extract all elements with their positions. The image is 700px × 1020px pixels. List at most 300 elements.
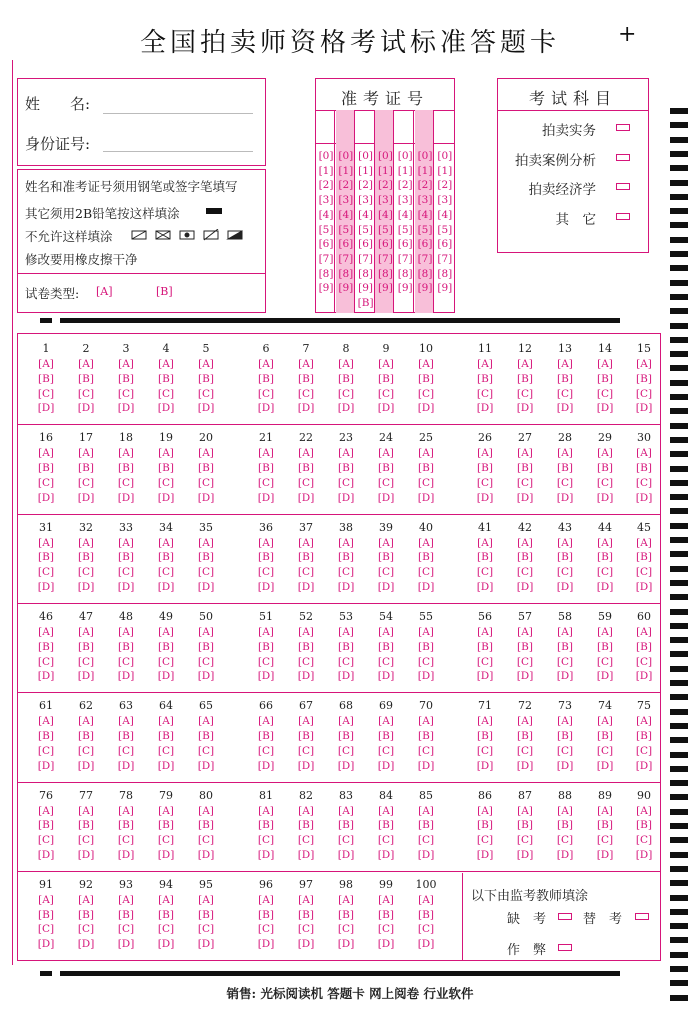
answer-bubble[interactable]: [D] (257, 670, 275, 683)
answer-bubble[interactable]: [D] (596, 670, 614, 683)
answer-bubble[interactable]: [C] (417, 476, 435, 489)
answer-bubble[interactable]: [A] (557, 715, 573, 728)
answer-bubble[interactable]: [D] (197, 491, 215, 504)
answer-bubble[interactable]: [A] (418, 804, 434, 817)
answer-bubble[interactable]: [A] (78, 715, 94, 728)
answer-bubble[interactable]: [C] (117, 655, 135, 668)
answer-bubble[interactable]: [D] (635, 759, 653, 772)
answer-bubble[interactable]: [B] (517, 372, 533, 385)
answer-bubble[interactable]: [D] (117, 938, 135, 951)
answer-bubble[interactable]: [A] (636, 804, 652, 817)
answer-bubble[interactable]: [D] (337, 491, 355, 504)
answer-bubble[interactable]: [B] (298, 908, 314, 921)
answer-bubble[interactable]: [C] (257, 923, 275, 936)
answer-bubble[interactable]: [A] (198, 536, 214, 549)
exam-digit-bubble[interactable]: [5] (417, 223, 433, 236)
answer-bubble[interactable]: [D] (297, 581, 315, 593)
exam-digit-bubble[interactable]: [9] (377, 282, 393, 295)
answer-bubble[interactable]: [A] (418, 536, 434, 549)
answer-bubble[interactable]: [C] (77, 655, 95, 668)
answer-bubble[interactable]: [C] (377, 923, 395, 936)
answer-bubble[interactable]: [D] (337, 759, 355, 772)
answer-bubble[interactable]: [D] (257, 402, 275, 415)
answer-bubble[interactable]: [A] (38, 715, 54, 728)
name-field[interactable] (103, 113, 253, 114)
answer-bubble[interactable]: [D] (596, 759, 614, 772)
answer-bubble[interactable]: [C] (37, 655, 55, 668)
exam-digit-bubble[interactable]: [0] (417, 150, 433, 162)
answer-bubble[interactable]: [A] (298, 447, 314, 460)
answer-bubble[interactable]: [C] (596, 655, 614, 668)
answer-bubble[interactable]: [D] (197, 581, 215, 593)
answer-bubble[interactable]: [D] (37, 581, 55, 593)
answer-bubble[interactable]: [A] (258, 625, 274, 638)
answer-bubble[interactable]: [C] (635, 476, 653, 489)
answer-bubble[interactable]: [C] (476, 566, 494, 579)
answer-bubble[interactable]: [B] (38, 372, 54, 385)
answer-bubble[interactable]: [D] (157, 491, 175, 504)
answer-bubble[interactable]: [B] (597, 551, 613, 564)
answer-bubble[interactable]: [C] (297, 655, 315, 668)
exam-digit-bubble[interactable]: [3] (437, 194, 453, 207)
answer-bubble[interactable]: [B] (158, 640, 174, 653)
answer-bubble[interactable]: [D] (476, 402, 494, 415)
paper-type-b[interactable]: [B] (156, 285, 173, 298)
answer-bubble[interactable]: [C] (77, 923, 95, 936)
answer-bubble[interactable]: [C] (377, 476, 395, 489)
answer-bubble[interactable]: [C] (596, 744, 614, 757)
answer-bubble[interactable]: [A] (198, 447, 214, 460)
answer-bubble[interactable]: [D] (77, 402, 95, 415)
answer-bubble[interactable]: [D] (297, 848, 315, 861)
answer-bubble[interactable]: [D] (596, 491, 614, 504)
exam-digit-bubble[interactable]: [4] (358, 208, 374, 221)
exam-digit-bubble[interactable]: [7] (417, 252, 433, 265)
answer-bubble[interactable]: [A] (378, 893, 394, 906)
answer-bubble[interactable]: [C] (516, 566, 534, 579)
absent-checkbox[interactable] (558, 913, 572, 920)
answer-bubble[interactable]: [D] (556, 848, 574, 861)
answer-bubble[interactable]: [C] (257, 387, 275, 400)
answer-bubble[interactable]: [A] (418, 358, 434, 370)
answer-bubble[interactable]: [B] (198, 372, 214, 385)
answer-bubble[interactable]: [D] (37, 938, 55, 951)
answer-bubble[interactable]: [C] (297, 387, 315, 400)
answer-bubble[interactable]: [B] (597, 372, 613, 385)
answer-bubble[interactable]: [C] (337, 476, 355, 489)
answer-bubble[interactable]: [C] (157, 744, 175, 757)
answer-bubble[interactable]: [C] (257, 476, 275, 489)
answer-bubble[interactable]: [A] (158, 804, 174, 817)
answer-bubble[interactable]: [C] (556, 834, 574, 847)
exam-digit-bubble[interactable]: [4] (397, 208, 413, 221)
answer-bubble[interactable]: [A] (198, 625, 214, 638)
answer-bubble[interactable]: [A] (517, 536, 533, 549)
answer-bubble[interactable]: [A] (118, 625, 134, 638)
answer-bubble[interactable]: [A] (118, 447, 134, 460)
answer-bubble[interactable]: [D] (77, 848, 95, 861)
answer-bubble[interactable]: [A] (636, 447, 652, 460)
answer-bubble[interactable]: [A] (517, 804, 533, 817)
answer-bubble[interactable]: [A] (258, 358, 274, 370)
answer-bubble[interactable]: [A] (338, 447, 354, 460)
answer-bubble[interactable]: [D] (377, 402, 395, 415)
answer-bubble[interactable]: [C] (257, 655, 275, 668)
answer-bubble[interactable]: [D] (117, 402, 135, 415)
exam-digit-bubble[interactable]: [7] (397, 252, 413, 265)
answer-bubble[interactable]: [D] (77, 670, 95, 683)
answer-bubble[interactable]: [D] (596, 848, 614, 861)
answer-bubble[interactable]: [D] (37, 402, 55, 415)
answer-bubble[interactable]: [D] (377, 759, 395, 772)
answer-bubble[interactable]: [C] (157, 566, 175, 579)
answer-bubble[interactable]: [D] (635, 670, 653, 683)
answer-bubble[interactable]: [B] (118, 819, 134, 832)
answer-bubble[interactable]: [D] (37, 670, 55, 683)
answer-bubble[interactable]: [D] (157, 402, 175, 415)
answer-bubble[interactable]: [B] (158, 730, 174, 742)
answer-bubble[interactable]: [B] (158, 908, 174, 921)
exam-digit-bubble[interactable]: [0] (358, 150, 374, 162)
answer-bubble[interactable]: [C] (377, 744, 395, 757)
answer-bubble[interactable]: [A] (158, 715, 174, 728)
answer-bubble[interactable]: [B] (338, 819, 354, 832)
answer-bubble[interactable]: [B] (378, 462, 394, 475)
answer-bubble[interactable]: [B] (198, 908, 214, 921)
answer-bubble[interactable]: [A] (338, 358, 354, 370)
answer-bubble[interactable]: [A] (477, 536, 493, 549)
answer-bubble[interactable]: [D] (297, 759, 315, 772)
answer-bubble[interactable]: [D] (297, 938, 315, 951)
answer-bubble[interactable]: [C] (337, 923, 355, 936)
exam-digit-bubble[interactable]: [3] (397, 194, 413, 207)
answer-bubble[interactable]: [B] (557, 462, 573, 475)
answer-bubble[interactable]: [A] (517, 625, 533, 638)
answer-bubble[interactable]: [B] (517, 730, 533, 742)
exam-digit-bubble[interactable]: [0] (338, 150, 354, 162)
answer-bubble[interactable]: [B] (636, 462, 652, 475)
answer-bubble[interactable]: [C] (635, 566, 653, 579)
answer-bubble[interactable]: [A] (298, 715, 314, 728)
exam-digit-bubble[interactable]: [1] (318, 164, 334, 177)
answer-bubble[interactable]: [C] (417, 655, 435, 668)
answer-bubble[interactable]: [B] (118, 462, 134, 475)
answer-bubble[interactable]: [A] (78, 625, 94, 638)
exam-digit-bubble[interactable]: [9] (417, 282, 433, 295)
answer-bubble[interactable]: [A] (198, 715, 214, 728)
answer-bubble[interactable]: [D] (77, 759, 95, 772)
answer-bubble[interactable]: [D] (377, 670, 395, 683)
exam-digit-bubble[interactable]: [9] (358, 282, 374, 295)
answer-bubble[interactable]: [C] (197, 655, 215, 668)
answer-bubble[interactable]: [A] (636, 625, 652, 638)
answer-bubble[interactable]: [C] (257, 566, 275, 579)
answer-bubble[interactable]: [C] (157, 923, 175, 936)
answer-bubble[interactable]: [C] (596, 387, 614, 400)
answer-bubble[interactable]: [B] (636, 372, 652, 385)
cheating-checkbox[interactable] (558, 944, 572, 951)
answer-bubble[interactable]: [C] (297, 566, 315, 579)
answer-bubble[interactable]: [D] (516, 402, 534, 415)
answer-bubble[interactable]: [C] (117, 476, 135, 489)
subject-other-checkbox[interactable] (616, 213, 630, 220)
answer-bubble[interactable]: [B] (78, 819, 94, 832)
answer-bubble[interactable]: [D] (556, 581, 574, 593)
answer-bubble[interactable]: [B] (418, 908, 434, 921)
answer-bubble[interactable]: [A] (517, 715, 533, 728)
answer-bubble[interactable]: [D] (197, 848, 215, 861)
answer-bubble[interactable]: [D] (337, 581, 355, 593)
answer-bubble[interactable]: [C] (635, 744, 653, 757)
answer-bubble[interactable]: [B] (378, 730, 394, 742)
answer-bubble[interactable]: [C] (37, 744, 55, 757)
answer-bubble[interactable]: [B] (378, 640, 394, 653)
answer-bubble[interactable]: [D] (117, 491, 135, 504)
exam-digit-bubble[interactable]: [5] (397, 223, 413, 236)
answer-bubble[interactable]: [C] (596, 566, 614, 579)
answer-bubble[interactable]: [A] (258, 536, 274, 549)
answer-bubble[interactable]: [A] (258, 715, 274, 728)
answer-bubble[interactable]: [B] (517, 640, 533, 653)
answer-bubble[interactable]: [D] (337, 938, 355, 951)
exam-digit-bubble[interactable]: [0] (437, 150, 453, 162)
answer-bubble[interactable]: [D] (516, 670, 534, 683)
answer-bubble[interactable]: [C] (297, 834, 315, 847)
answer-bubble[interactable]: [A] (378, 447, 394, 460)
answer-bubble[interactable]: [B] (38, 819, 54, 832)
exam-digit-bubble[interactable]: [6] (377, 238, 393, 251)
answer-bubble[interactable]: [B] (597, 462, 613, 475)
exam-digit-bubble[interactable]: [6] (318, 238, 334, 251)
exam-digit-bubble[interactable]: [6] (397, 238, 413, 251)
answer-bubble[interactable]: [D] (257, 581, 275, 593)
answer-bubble[interactable]: [D] (635, 581, 653, 593)
answer-bubble[interactable]: [A] (636, 536, 652, 549)
answer-bubble[interactable]: [C] (77, 387, 95, 400)
answer-bubble[interactable]: [B] (378, 819, 394, 832)
answer-bubble[interactable]: [A] (78, 358, 94, 370)
answer-bubble[interactable]: [D] (476, 670, 494, 683)
answer-bubble[interactable]: [C] (297, 923, 315, 936)
exam-digit-bubble[interactable]: [9] (318, 282, 334, 295)
answer-bubble[interactable]: [C] (77, 744, 95, 757)
answer-bubble[interactable]: [D] (377, 581, 395, 593)
answer-bubble[interactable]: [B] (298, 462, 314, 475)
answer-bubble[interactable]: [B] (477, 551, 493, 564)
exam-digit-bubble[interactable]: [3] (358, 194, 374, 207)
exam-digit-bubble[interactable]: [8] (318, 267, 334, 280)
answer-bubble[interactable]: [A] (418, 893, 434, 906)
answer-bubble[interactable]: [A] (118, 715, 134, 728)
answer-bubble[interactable]: [B] (38, 730, 54, 742)
answer-bubble[interactable]: [D] (556, 759, 574, 772)
answer-bubble[interactable]: [B] (477, 640, 493, 653)
exam-digit-bubble[interactable]: [3] (417, 194, 433, 207)
answer-bubble[interactable]: [C] (377, 566, 395, 579)
answer-bubble[interactable]: [B] (78, 372, 94, 385)
answer-bubble[interactable]: [C] (476, 834, 494, 847)
answer-bubble[interactable]: [C] (635, 834, 653, 847)
exam-digit-bubble[interactable]: [2] (417, 179, 433, 192)
answer-bubble[interactable]: [C] (635, 655, 653, 668)
answer-bubble[interactable]: [C] (297, 744, 315, 757)
exam-digit-bubble[interactable]: [1] (397, 164, 413, 177)
answer-bubble[interactable]: [B] (636, 640, 652, 653)
subject-economics-checkbox[interactable] (616, 183, 630, 190)
answer-bubble[interactable]: [C] (37, 834, 55, 847)
answer-bubble[interactable]: [A] (118, 804, 134, 817)
exam-digit-bubble[interactable]: [7] (437, 252, 453, 265)
answer-bubble[interactable]: [A] (198, 804, 214, 817)
answer-bubble[interactable]: [A] (38, 625, 54, 638)
answer-bubble[interactable]: [B] (38, 640, 54, 653)
answer-bubble[interactable]: [D] (556, 670, 574, 683)
answer-bubble[interactable]: [D] (516, 581, 534, 593)
answer-bubble[interactable]: [B] (258, 819, 274, 832)
answer-bubble[interactable]: [D] (197, 402, 215, 415)
answer-bubble[interactable]: [C] (337, 834, 355, 847)
answer-bubble[interactable]: [C] (117, 744, 135, 757)
answer-bubble[interactable]: [A] (477, 358, 493, 370)
answer-bubble[interactable]: [A] (557, 536, 573, 549)
answer-bubble[interactable]: [C] (337, 566, 355, 579)
exam-digit-bubble[interactable]: [1] (437, 164, 453, 177)
answer-bubble[interactable]: [C] (337, 387, 355, 400)
answer-bubble[interactable]: [B] (477, 372, 493, 385)
exam-digit-bubble[interactable]: [3] (377, 194, 393, 207)
answer-bubble[interactable]: [B] (477, 730, 493, 742)
answer-bubble[interactable]: [D] (197, 759, 215, 772)
answer-bubble[interactable]: [D] (417, 670, 435, 683)
answer-bubble[interactable]: [A] (298, 536, 314, 549)
answer-bubble[interactable]: [C] (476, 387, 494, 400)
exam-digit-bubble[interactable]: [5] (318, 223, 334, 236)
answer-bubble[interactable]: [B] (418, 462, 434, 475)
answer-bubble[interactable]: [C] (77, 834, 95, 847)
answer-bubble[interactable]: [B] (557, 819, 573, 832)
answer-bubble[interactable]: [C] (377, 834, 395, 847)
answer-bubble[interactable]: [B] (38, 551, 54, 564)
answer-bubble[interactable]: [A] (557, 625, 573, 638)
exam-digit-bubble[interactable]: [2] (397, 179, 413, 192)
answer-bubble[interactable]: [B] (298, 372, 314, 385)
exam-digit-bubble[interactable]: [1] (338, 164, 354, 177)
exam-digit-bubble[interactable]: [1] (358, 164, 374, 177)
answer-bubble[interactable]: [C] (297, 476, 315, 489)
answer-bubble[interactable]: [B] (557, 372, 573, 385)
answer-bubble[interactable]: [A] (338, 804, 354, 817)
answer-bubble[interactable]: [D] (197, 938, 215, 951)
answer-bubble[interactable]: [B] (378, 908, 394, 921)
answer-bubble[interactable]: [D] (257, 848, 275, 861)
answer-bubble[interactable]: [D] (37, 848, 55, 861)
answer-bubble[interactable]: [C] (516, 744, 534, 757)
answer-bubble[interactable]: [B] (78, 640, 94, 653)
answer-bubble[interactable]: [C] (516, 834, 534, 847)
answer-bubble[interactable]: [A] (597, 536, 613, 549)
answer-bubble[interactable]: [C] (197, 923, 215, 936)
answer-bubble[interactable]: [C] (377, 655, 395, 668)
answer-bubble[interactable]: [A] (38, 358, 54, 370)
answer-bubble[interactable]: [B] (298, 819, 314, 832)
answer-bubble[interactable]: [A] (338, 715, 354, 728)
exam-digit-bubble[interactable]: [8] (338, 267, 354, 280)
exam-digit-bubble[interactable]: [2] (377, 179, 393, 192)
answer-bubble[interactable]: [C] (257, 834, 275, 847)
answer-bubble[interactable]: [A] (597, 625, 613, 638)
answer-bubble[interactable]: [D] (556, 402, 574, 415)
answer-bubble[interactable]: [B] (517, 462, 533, 475)
exam-digit-bubble[interactable]: [7] (338, 252, 354, 265)
answer-bubble[interactable]: [B] (338, 640, 354, 653)
answer-bubble[interactable]: [B] (198, 819, 214, 832)
answer-bubble[interactable]: [B] (636, 551, 652, 564)
exam-digit-bubble[interactable]: [6] (358, 238, 374, 251)
answer-bubble[interactable]: [D] (157, 670, 175, 683)
answer-bubble[interactable]: [A] (338, 536, 354, 549)
answer-bubble[interactable]: [B] (418, 730, 434, 742)
answer-bubble[interactable]: [D] (635, 491, 653, 504)
answer-bubble[interactable]: [C] (337, 744, 355, 757)
answer-bubble[interactable]: [A] (298, 804, 314, 817)
id-field[interactable] (103, 151, 253, 152)
exam-digit-bubble[interactable]: [6] (417, 238, 433, 251)
exam-digit-bubble[interactable]: [8] (437, 267, 453, 280)
answer-bubble[interactable]: [D] (337, 670, 355, 683)
answer-bubble[interactable]: [C] (596, 834, 614, 847)
exam-digit-bubble[interactable]: [5] (437, 223, 453, 236)
answer-bubble[interactable]: [D] (556, 491, 574, 504)
answer-bubble[interactable]: [A] (118, 358, 134, 370)
answer-bubble[interactable]: [D] (337, 402, 355, 415)
answer-bubble[interactable]: [D] (516, 848, 534, 861)
exam-digit-bubble[interactable]: [8] (358, 267, 374, 280)
exam-digit-bubble[interactable]: [9] (397, 282, 413, 295)
answer-bubble[interactable]: [A] (298, 358, 314, 370)
answer-bubble[interactable]: [A] (636, 358, 652, 370)
answer-bubble[interactable]: [D] (157, 581, 175, 593)
answer-bubble[interactable]: [C] (197, 476, 215, 489)
answer-bubble[interactable]: [C] (37, 566, 55, 579)
answer-bubble[interactable]: [C] (37, 923, 55, 936)
answer-bubble[interactable]: [B] (636, 819, 652, 832)
answer-bubble[interactable]: [B] (597, 819, 613, 832)
answer-bubble[interactable]: [A] (517, 358, 533, 370)
answer-bubble[interactable]: [A] (378, 715, 394, 728)
answer-bubble[interactable]: [B] (298, 551, 314, 564)
answer-bubble[interactable]: [B] (597, 730, 613, 742)
answer-bubble[interactable]: [C] (417, 566, 435, 579)
answer-bubble[interactable]: [A] (378, 536, 394, 549)
exam-digit-bubble[interactable]: [8] (377, 267, 393, 280)
answer-bubble[interactable]: [A] (597, 447, 613, 460)
answer-bubble[interactable]: [A] (418, 625, 434, 638)
paper-type-a[interactable]: [A] (96, 285, 113, 298)
answer-bubble[interactable]: [C] (77, 566, 95, 579)
answer-bubble[interactable]: [B] (78, 730, 94, 742)
answer-bubble[interactable]: [A] (557, 447, 573, 460)
answer-bubble[interactable]: [A] (378, 358, 394, 370)
exam-digit-bubble[interactable]: [4] (377, 208, 393, 221)
answer-bubble[interactable]: [A] (158, 447, 174, 460)
answer-bubble[interactable]: [C] (257, 744, 275, 757)
answer-bubble[interactable]: [C] (476, 655, 494, 668)
answer-bubble[interactable]: [B] (78, 908, 94, 921)
answer-bubble[interactable]: [B] (118, 372, 134, 385)
answer-bubble[interactable]: [B] (158, 551, 174, 564)
answer-bubble[interactable]: [C] (77, 476, 95, 489)
answer-bubble[interactable]: [B] (477, 462, 493, 475)
